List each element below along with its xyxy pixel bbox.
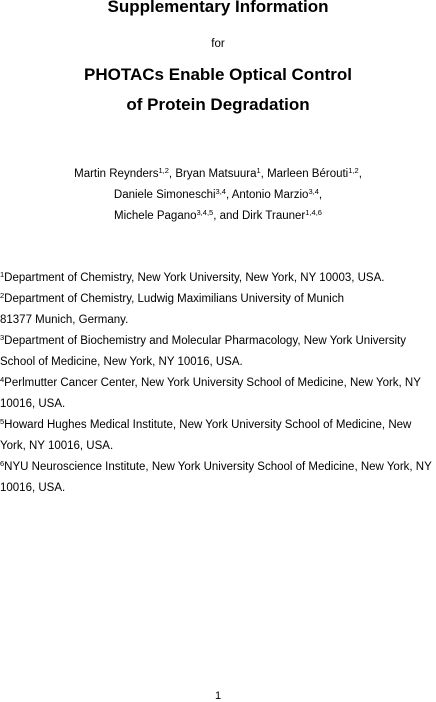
author-line-1 [0, 167, 436, 181]
paper-title-line-1: PHOTACs Enable Optical Control [84, 65, 352, 84]
affiliation-line [0, 355, 436, 369]
affiliation-text: Perlmutter Cancer Center, New York University School of Medicine, New York, NY [4, 377, 421, 389]
affiliation-text: 10016, USA. [0, 482, 66, 494]
affiliation-text: 81377 Munich, Germany. [0, 314, 129, 326]
author-separator: , [318, 189, 323, 201]
affiliation-number: 3 [0, 333, 5, 342]
author-name: Daniele Simoneschi [113, 189, 216, 201]
author-affiliation-sup: 1 [256, 166, 261, 175]
author-affiliation-sup: 3,4 [215, 187, 226, 196]
affiliation-text: NYU Neuroscience Institute, New York University School of Medicine, New York, NY [4, 461, 432, 473]
paper-title-line-2: of Protein Degradation [126, 95, 310, 114]
affiliation-text: Department of Chemistry, New York University, New York, NY 10003, USA. [4, 272, 385, 284]
author-name: Martin Reynders [74, 168, 159, 180]
author-separator: , [168, 168, 176, 180]
affiliation-number: 1 [0, 270, 5, 279]
author-affiliation-sup: 1,4,6 [305, 208, 322, 217]
author-separator: , [260, 168, 268, 180]
author-separator: , [358, 168, 362, 180]
author-affiliation-sup: 1,2 [158, 166, 169, 175]
author-name: Michele Pagano [114, 210, 197, 222]
affiliation-text: School of Medicine, New York, NY 10016, USA. [0, 356, 243, 368]
author-line-2 [0, 188, 436, 202]
affiliation-text: York, NY 10016, USA. [0, 440, 114, 452]
author-name: Dirk Trauner [241, 210, 306, 222]
affiliation-line [0, 397, 436, 411]
author-name: Bryan Matsuura [175, 168, 257, 180]
affiliation-line [0, 481, 436, 495]
page-number: 1 [214, 690, 222, 702]
affiliation-number: 5 [0, 417, 5, 426]
affiliation-line [0, 418, 436, 432]
author-separator: , [225, 189, 232, 201]
affiliation-line [0, 460, 436, 474]
affiliation-number: 2 [0, 291, 5, 300]
affiliation-line [0, 271, 436, 285]
affiliation-line [0, 376, 436, 390]
author-name: Antonio Marzio [231, 189, 309, 201]
author-name: Marleen Bérouti [267, 168, 349, 180]
affiliation-line [0, 292, 436, 306]
author-line-3 [0, 209, 436, 223]
author-affiliation-sup: 3,4 [308, 187, 319, 196]
affiliation-text: 10016, USA. [0, 398, 66, 410]
supplementary-heading: Supplementary Information [107, 0, 329, 16]
affiliation-number: 4 [0, 375, 5, 384]
affiliation-text: Howard Hughes Medical Institute, New York University School of Medicine, New [4, 419, 412, 431]
affiliation-text: Department of Biochemistry and Molecular Pharmacology, New York University [4, 335, 406, 347]
affiliation-text: Department of Chemistry, Ludwig Maximilians University of Munich [4, 293, 344, 305]
affiliation-line [0, 334, 436, 348]
affiliation-line [0, 439, 436, 453]
author-separator: , and [213, 210, 242, 222]
author-affiliation-sup: 1,2 [348, 166, 359, 175]
affiliation-line [0, 313, 436, 327]
for-text: for [211, 38, 225, 50]
author-affiliation-sup: 3,4,5 [196, 208, 214, 217]
affiliation-number: 6 [0, 459, 5, 468]
